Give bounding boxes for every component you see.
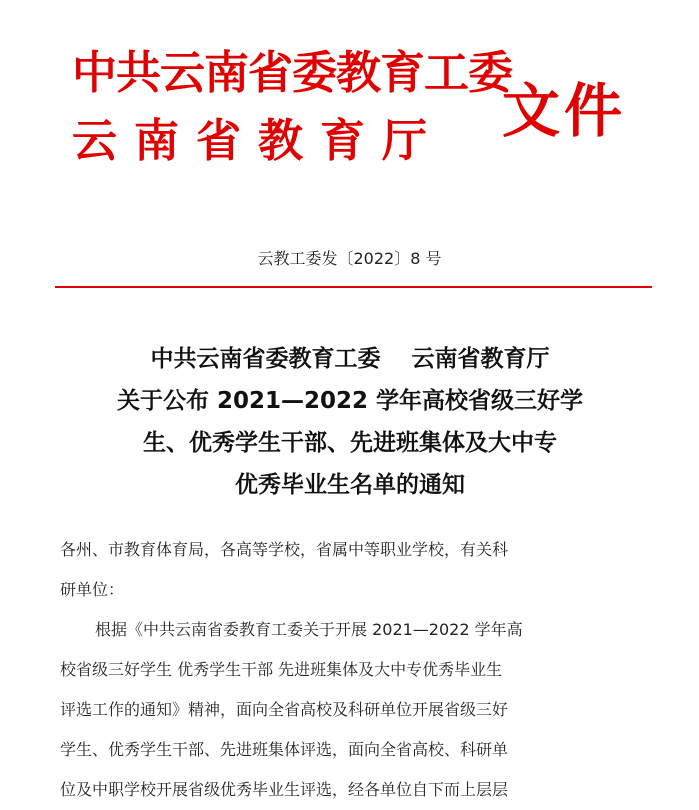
header-issuer-line-1: 中共云南省委教育工委 — [72, 46, 513, 99]
header-issuer-line-2: 云南省教育厅 — [72, 114, 445, 167]
paragraph-line: 评选工作的通知》精神，面向全省高校及科研单位开展省级三好 — [60, 700, 509, 719]
notice-body — [60, 530, 650, 810]
paragraph-line: 学生、优秀学生干部、先进班集体评选，面向全省高校、科研单 — [60, 740, 509, 759]
document-number: 云教工委发〔2022〕8 号 — [257, 249, 442, 268]
paragraph-line: 位及中职学校开展省级优秀毕业生评选，经各单位自下而上层层 — [60, 780, 509, 799]
title-line: 生、优秀学生干部、先进班集体及大中专 — [143, 430, 557, 456]
salutation-line: 研单位： — [60, 580, 125, 599]
document-header — [72, 40, 652, 190]
salutation-line: 各州、市教育体育局，各高等学校，省属中等职业学校，有关科 — [60, 540, 509, 559]
paragraph-line: 根据《中共云南省委教育工委关于开展 2021—2022 学年高 — [95, 620, 523, 639]
header-divider — [55, 286, 652, 288]
title-line: 中共云南省委教育工委 云南省教育厅 — [150, 346, 550, 372]
title-line: 优秀毕业生名单的通知 — [235, 472, 465, 498]
title-line: 关于公布 2021—2022 学年高校省级三好学 — [116, 388, 584, 414]
header-document-label: 文件 — [502, 77, 627, 145]
paragraph-line: 校省级三好学生 优秀学生干部 先进班集体及大中专优秀毕业生 — [60, 660, 503, 679]
notice-title — [40, 338, 660, 506]
